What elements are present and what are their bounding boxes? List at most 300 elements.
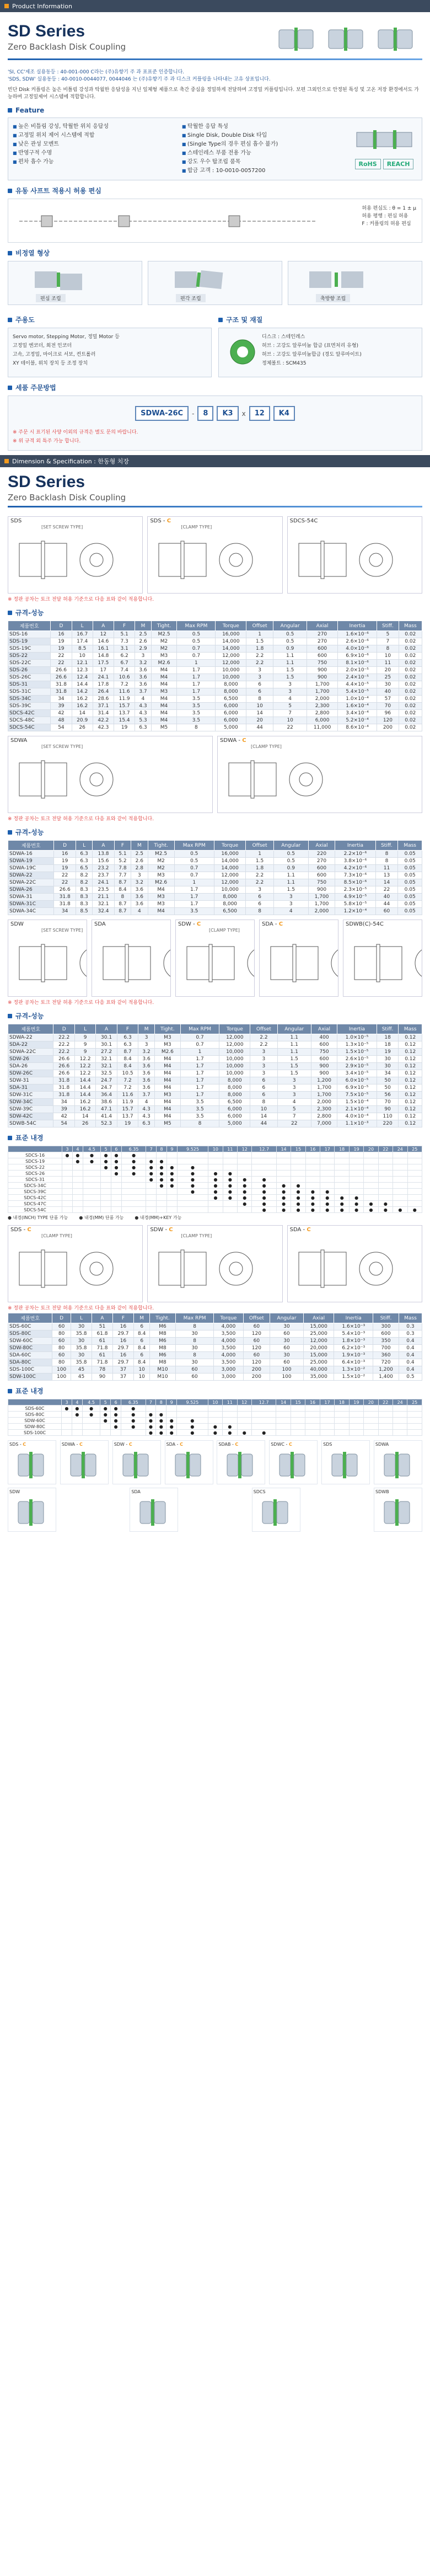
spec-table-4 xyxy=(8,1313,422,1381)
intro-line-2: 'SDS, SDW' 실용동등 : 40-0010-0044077, 0044046 는 (주)유향기 주 과 디스크 커플링을 나타내는 고유 상표입니다. xyxy=(8,77,271,82)
table-cell: 7.5×10⁻⁵ xyxy=(337,1092,377,1099)
feature-item: ■ 고정밀 위치 제어 시스템에 적합 xyxy=(13,131,109,140)
product-photo xyxy=(60,1440,109,1484)
table-cell: 6.3 xyxy=(135,724,152,731)
legend-item: ● 내경(INCH) TYPE 단품 가능 xyxy=(8,1215,68,1220)
matrix-cell xyxy=(223,1424,237,1430)
table-cell: 8,000 xyxy=(219,1077,250,1084)
table-cell: 750 xyxy=(307,660,338,667)
table-cell: 0.5 xyxy=(273,851,308,858)
table-cell: 30.1 xyxy=(96,1034,117,1041)
matrix-cell xyxy=(291,1430,305,1436)
matrix-cell xyxy=(156,1412,166,1418)
table-cell: 1,700 xyxy=(311,1092,337,1099)
table-cell: 0.7 xyxy=(180,1034,219,1041)
table-header: 제품번호 xyxy=(8,841,54,851)
legend-item: ● 내경(MM) 단품 가능 xyxy=(79,1215,124,1220)
table-cell: 3 xyxy=(273,688,307,696)
table-cell: 35.8 xyxy=(71,1330,92,1338)
table-cell: 30 xyxy=(71,1338,92,1345)
table-cell: 120 xyxy=(243,1330,270,1338)
table-cell: 1.5 xyxy=(277,1056,311,1063)
drawing-label: SDCS-54C xyxy=(289,518,318,524)
table-cell: 0.05 xyxy=(398,865,422,872)
matrix-row xyxy=(8,1183,422,1189)
matrix-cell xyxy=(276,1405,291,1412)
table-header: Stiff. xyxy=(375,841,398,851)
table-cell: 6 xyxy=(250,1077,277,1084)
table-cell: 8.7 xyxy=(117,1049,138,1056)
table-cell: 1.7 xyxy=(180,1070,219,1077)
matrix-cell xyxy=(291,1424,305,1430)
matrix-cell xyxy=(238,1177,252,1183)
matrix-cell xyxy=(223,1405,237,1412)
shape-label: 편각 조립 xyxy=(176,294,206,302)
table-cell: 6.2 xyxy=(114,653,135,660)
features-heading: Feature xyxy=(8,106,422,114)
table-row xyxy=(8,1373,422,1381)
table-cell: 1.5×10⁻⁴ xyxy=(337,1099,377,1106)
matrix-cell xyxy=(223,1171,237,1177)
table-cell: 100 xyxy=(52,1373,71,1381)
table-row xyxy=(8,894,422,901)
matrix-cell xyxy=(251,1418,276,1424)
bore-size: 8 xyxy=(156,1399,166,1405)
model-cell: SDWA-22C xyxy=(8,1049,53,1056)
table-cell: M2 xyxy=(151,638,177,645)
matrix-cell xyxy=(364,1405,378,1412)
model-cell: SDCS-16 xyxy=(8,1152,62,1158)
table-cell: 8,000 xyxy=(214,894,245,901)
matrix-cell xyxy=(252,1158,276,1164)
table-row xyxy=(8,1070,422,1077)
table-cell: 45 xyxy=(71,1373,92,1381)
spec-block-2: SDWA [SET SCREW TYPE] SDWA - C [CLAMP TYPE] ※ 정판 공차는 토크 전달 허용 기준으로 다음 표와 같이 적용합니다. 규격-성능 제품번호 D L A F M Tight. Max RPM Torque Offset Angular Axial Inertia Stiff. Mass SDWA-16 16 6.3 13.8 5.1 2.5 M2.5 0.5 16,000 1 0.5 220 2.2×10⁻⁶ 8 0.05 SDWA-19 19 6.3 15.6 5.2 2.6 M2 0.5 14,000 1.5 0.5 270 3.8×10⁻⁶ 8 0.05 SDWA-19C 19 6.5 23.2 7.8 2.8 M2 0.7 14,000 1.8 0.9 600 4.2×10⁻⁶ 11 0.05 SDWA-22 22 8.2 23.7 7.7 3 M3 0.7 12,000 2.2 1.1 600 7.3×10⁻⁶ 13 0.05 SDWA-22C 22 8.2 24.1 8.7 3.2 M2.6 1 12,000 2.2 1.1 750 8.5×10⁻⁶ 14 0.05 SDWA-26 26.6 8.3 23.5 8.4 3.6 M4 1.7 10,000 3 1.5 900 2.3×10⁻⁵ 22 0.05 SDWA-31 31.8 8.3 21.1 8 3.6 M3 1.7 8,000 6 3 1,700 4.9×10⁻⁵ 40 0.05 SDWA-31C 31.8 8.3 32.1 8.7 3.6 M3 1.7 8,000 6 3 1,700 5.8×10⁻⁵ 44 0.05 SDWA-34C 34 8.5 32.4 8.7 4 M4 3.5 6,500 8 4 2,000 1.2×10⁻⁴ 60 0.05 xyxy=(8,736,422,915)
table-cell: 8 xyxy=(246,908,273,915)
matrix-cell xyxy=(208,1418,222,1424)
drawing-card xyxy=(287,516,422,594)
product-photo xyxy=(165,1440,213,1484)
table-cell: 4 xyxy=(273,908,308,915)
table-cell: 0.12 xyxy=(399,1113,422,1120)
product-photo xyxy=(374,1488,422,1532)
matrix-cell xyxy=(166,1207,177,1213)
table-row xyxy=(8,1352,422,1359)
model-cell: SDS-16 xyxy=(8,631,51,638)
table-cell: 90 xyxy=(377,1106,399,1113)
drawing-card xyxy=(287,1225,422,1302)
series-subtitle: Zero Backlash Disk Coupling xyxy=(8,493,126,503)
table-row xyxy=(8,1120,422,1127)
matrix-cell xyxy=(111,1412,121,1418)
table-cell: 2.3×10⁻⁵ xyxy=(335,886,375,894)
table-cell: 35.8 xyxy=(71,1359,92,1366)
table-cell: M4 xyxy=(154,1084,180,1092)
drawing-label: SDWA xyxy=(10,737,28,744)
technical-drawing xyxy=(8,532,142,593)
matrix-cell xyxy=(100,1412,111,1418)
table-cell: 0.5 xyxy=(174,851,214,858)
table-row xyxy=(8,645,422,653)
table-cell: 22.2 xyxy=(53,1034,74,1041)
table-cell: 0.5 xyxy=(273,858,308,865)
table-row xyxy=(8,858,422,865)
table-cell: 8.4 xyxy=(114,886,131,894)
matrix-cell xyxy=(62,1207,73,1213)
table-cell: 4.0×10⁻⁴ xyxy=(337,1113,377,1120)
table-cell: 16.2 xyxy=(72,703,93,710)
table-cell: 19 xyxy=(117,1120,138,1127)
matrix-cell xyxy=(146,1424,156,1430)
table-cell: 1,400 xyxy=(373,1373,399,1381)
matrix-cell xyxy=(320,1158,335,1164)
matrix-cell xyxy=(111,1183,122,1189)
table-header: Stiff. xyxy=(377,1024,399,1034)
table-cell: M6 xyxy=(150,1352,175,1359)
table-cell: 11.6 xyxy=(117,1092,138,1099)
model-cell: SDW-80C xyxy=(8,1345,52,1352)
matrix-cell xyxy=(407,1430,422,1436)
coupling-photo-icon xyxy=(113,1446,160,1485)
table-cell: 31.8 xyxy=(51,681,72,688)
bore-size: 12.7 xyxy=(251,1399,276,1405)
model-cell: SDS-80C xyxy=(8,1412,62,1418)
technical-drawing xyxy=(8,936,87,996)
table-cell: 1 xyxy=(174,879,214,886)
table-cell: 2.2 xyxy=(246,879,273,886)
matrix-cell xyxy=(166,1183,177,1189)
table-cell: 60 xyxy=(270,1345,304,1352)
coupling-photo-icon xyxy=(130,1494,178,1532)
matrix-cell xyxy=(335,1424,349,1430)
matrix-cell xyxy=(146,1405,156,1412)
table-cell: 52.3 xyxy=(96,1120,117,1127)
spec-block-3: SDW [SET SCREW TYPE] SDA SDW - C [CLAMP TYPE] SDA - C SDWB(C)-54C ※ 정판 공차는 토크 전달 허용 기준으로 다음 표와 같이 적용합니다. 규격-성능 제품번호 D L A F M Tight. Max RPM Torque Offset Angular Axial Inertia Stiff. Mass SDWA-22 22.2 9 30.1 6.3 3 M3 0.7 12,000 2.2 1.1 400 1.0×10⁻⁵ 18 0.12 SDA-22 22.2 9 30.1 6.3 3 M3 0.7 12,000 2.2 1.1 600 1.3×10⁻⁵ 18 0.12 SDWA-22C 22.2 9 27.2 8.7 3.2 M2.6 1 10,000 3 1.1 750 1.5×10⁻⁵ 19 0.12 SDW-26 26.6 12.2 32.1 8.4 3.6 M4 1.7 10,000 3 1.5 600 2.6×10⁻⁵ 30 0.12 SDA-26 26.6 12.2 32.1 8.4 3.6 M4 1.7 10,000 3 1.5 900 2.9×10⁻⁵ 30 0.12 SDW-26C 26.6 12.2 32.5 10.5 3.6 M4 1.7 10,000 3 1.5 900 3.4×10⁻⁵ 34 0.12 SDW-31 31.8 14.4 24.7 7.2 3.6 M4 1.7 8,000 6 3 1,200 6.0×10⁻⁵ 50 0.12 SDA-31 31.8 14.4 24.7 7.2 3.6 M4 1.7 8,000 6 3 1,700 6.9×10⁻⁵ 50 0.12 SDW-31C 31.8 14.4 36.4 11.6 3.7 M3 1.7 8,000 6 3 1,700 7.5×10⁻⁵ 56 0.12 SDW-34C 34 16.2 38.6 11.9 4 M4 3.5 6,500 8 4 2,000 1.5×10⁻⁴ 70 0.12 SDW-39C 39 16.2 47.1 15.7 4.3 M4 3.5 6,000 10 5 2,300 2.1×10⁻⁴ 90 0.12 SDW-42C 42 14 41.4 13.7 4.3 M4 3.5 6,000 14 7 2,800 4.0×10⁻⁴ 110 0.12 SDWB-54C 54 26 52.3 19 6.3 M5 8 5,000 44 22 7,000 1.1×10⁻³ 220 0.12 xyxy=(8,920,422,1127)
table-cell: 0.12 xyxy=(399,1049,422,1056)
matrix-cell xyxy=(177,1183,208,1189)
table-cell: 34 xyxy=(51,696,72,703)
table-cell: 600 xyxy=(307,645,338,653)
intro-body: 빈단 Disk 커플링은 높은 비틀림 강성과 탁월한 응답성을 지닌 일체형 제품으로 축간 중심을 정밀하게 전달하며 고정밀 커플링입니다. 보편 그외인으로 안정된 특성 및 고온 저장 환경에서도 가능하며 고정밀제어 시스템에 적합합니다. xyxy=(8,87,419,100)
table-cell: 60 xyxy=(52,1338,71,1345)
matrix-row xyxy=(8,1412,422,1418)
table-header: 제품번호 xyxy=(8,621,51,631)
table-cell: 4 xyxy=(135,696,152,703)
title-rule xyxy=(8,506,422,507)
table-cell: 0.4 xyxy=(399,1338,422,1345)
matrix-cell xyxy=(349,1183,363,1189)
table-cell: 10 xyxy=(250,1106,277,1113)
model-cell: SDCS-54C xyxy=(8,724,51,731)
matrix-cell xyxy=(291,1195,305,1201)
photo-suffix: C xyxy=(288,1442,292,1447)
table-cell: 3.2 xyxy=(131,879,148,886)
table-cell: 3 xyxy=(250,1070,277,1077)
coupling-photo-icon xyxy=(8,1494,56,1532)
table-cell: 900 xyxy=(311,1063,337,1070)
table-note: ※ 정판 공차는 토크 전달 허용 기준으로 다음 표와 같이 적용합니다. xyxy=(8,1000,154,1006)
matrix-row xyxy=(8,1171,422,1177)
table-cell: 5 xyxy=(273,703,307,710)
matrix-cell xyxy=(72,1195,83,1201)
spec-block-4 xyxy=(8,1225,422,1381)
series-subtitle: Zero Backlash Disk Coupling xyxy=(8,42,126,52)
matrix-cell xyxy=(335,1430,349,1436)
table-cell: 47.1 xyxy=(96,1106,117,1113)
table-row xyxy=(8,872,422,879)
matrix-cell xyxy=(223,1189,237,1195)
matrix-cell xyxy=(378,1430,393,1436)
table-header: M xyxy=(135,621,152,631)
photo-label: SDW xyxy=(9,1489,20,1494)
table-cell: 3 xyxy=(250,1063,277,1070)
matrix-cell xyxy=(349,1164,363,1171)
table-cell: 40 xyxy=(375,894,398,901)
intro-line-1: 'SI, CC'제조 실용동등 : 40-001-000 C라는 (주)유향기 주 과 표표준 인증합니다. xyxy=(8,70,185,75)
drawing-label: SDA xyxy=(94,921,106,927)
hero-2 xyxy=(0,467,430,512)
matrix-row xyxy=(8,1195,422,1201)
table-cell: 60 xyxy=(375,908,398,915)
table-cell: 35,000 xyxy=(303,1373,334,1381)
matrix-cell xyxy=(121,1152,146,1158)
table-cell: 13.8 xyxy=(93,851,114,858)
matrix-cell xyxy=(146,1152,157,1158)
matrix-cell xyxy=(166,1201,177,1207)
matrix-cell xyxy=(166,1195,177,1201)
table-row xyxy=(8,674,422,681)
table-cell: 13.7 xyxy=(114,710,135,717)
table-cell: 39 xyxy=(53,1106,74,1113)
matrix-cell xyxy=(62,1171,73,1177)
model-cell: SDW-60C xyxy=(8,1338,52,1345)
table-cell: 23.7 xyxy=(93,872,114,879)
table-cell: 32.1 xyxy=(96,1063,117,1070)
matrix-cell xyxy=(223,1195,237,1201)
table-cell: 9 xyxy=(74,1041,95,1049)
table-cell: 8.7 xyxy=(114,879,131,886)
matrix-cell xyxy=(62,1418,72,1424)
table-cell: 3 xyxy=(277,1077,311,1084)
reach-badge: REACH xyxy=(383,159,414,169)
matrix-cell xyxy=(364,1164,378,1171)
matrix-cell xyxy=(276,1195,291,1201)
drawing-suffix: C xyxy=(166,518,171,524)
matrix-cell xyxy=(101,1158,111,1164)
table-header: L xyxy=(74,1024,95,1034)
table-cell: M3 xyxy=(148,901,174,908)
table-cell: 3.5 xyxy=(180,1099,219,1106)
table-cell: 14 xyxy=(250,1113,277,1120)
table-cell: 0.7 xyxy=(174,865,214,872)
table-cell: 10 xyxy=(72,653,93,660)
table-cell: M4 xyxy=(151,667,177,674)
table-cell: M8 xyxy=(150,1330,175,1338)
table-cell: 3,500 xyxy=(214,1345,243,1352)
drawing-label: SDW - C xyxy=(178,921,201,927)
table-cell: M4 xyxy=(154,1077,180,1084)
table-cell: 15,000 xyxy=(303,1323,334,1330)
table-cell: M4 xyxy=(151,717,177,724)
matrix-cell xyxy=(349,1412,363,1418)
bore-size: 25 xyxy=(407,1399,422,1405)
table-cell: 5.3 xyxy=(135,717,152,724)
bore-size: 14 xyxy=(276,1146,291,1152)
title-rule xyxy=(8,58,422,60)
matrix-cell xyxy=(349,1418,363,1424)
table-row xyxy=(8,886,422,894)
table-cell: 12,000 xyxy=(303,1338,334,1345)
matrix-cell xyxy=(177,1158,208,1164)
table-cell: 6 xyxy=(250,1092,277,1099)
table-cell: 31.8 xyxy=(54,901,76,908)
matrix-row xyxy=(8,1424,422,1430)
table-cell: 8 xyxy=(175,1352,214,1359)
table-cell: 1.5 xyxy=(273,886,308,894)
product-photo xyxy=(374,1440,422,1484)
product-info-bar xyxy=(0,0,430,12)
model-cell: SDW-26 xyxy=(8,1056,53,1063)
table-cell: 1,200 xyxy=(311,1077,337,1084)
matrix-cell xyxy=(291,1164,305,1171)
table-cell: 1.7 xyxy=(174,901,214,908)
table-cell: 20.9 xyxy=(72,717,93,724)
matrix-row xyxy=(8,1418,422,1424)
model-cell: SDA-31 xyxy=(8,1084,53,1092)
model-cell: SDCS-48C xyxy=(8,717,51,724)
model-cell: SDW-42C xyxy=(8,1113,53,1120)
table-cell: 6 xyxy=(246,681,273,688)
matrix-cell xyxy=(111,1164,122,1171)
matrix-cell xyxy=(276,1183,291,1189)
table-cell: 16 xyxy=(113,1338,134,1345)
matrix-cell xyxy=(72,1189,83,1195)
matrix-cell xyxy=(407,1405,422,1412)
table-header: Inertia xyxy=(337,1024,377,1034)
table-cell: 30 xyxy=(175,1359,214,1366)
model-cell: SDCS-54C xyxy=(8,1207,62,1213)
table-cell: 1.7 xyxy=(177,674,216,681)
table-cell: 4.3 xyxy=(135,710,152,717)
model-cell: SDCS-31 xyxy=(8,1177,62,1183)
table-cell: 37 xyxy=(113,1373,134,1381)
table-cell: 12.1 xyxy=(72,660,93,667)
bore-size: 24 xyxy=(393,1146,407,1152)
table-cell: 0.9 xyxy=(273,645,307,653)
bore-size: 9 xyxy=(166,1399,177,1405)
table-cell: M6 xyxy=(150,1323,175,1330)
table-cell: 26.6 xyxy=(51,667,72,674)
table-cell: 1 xyxy=(246,631,273,638)
bore-size: 4.5 xyxy=(83,1146,100,1152)
table-cell: 26.6 xyxy=(51,674,72,681)
table-cell: 31.8 xyxy=(53,1084,74,1092)
matrix-cell xyxy=(100,1405,111,1412)
table-cell: 6.3 xyxy=(76,858,92,865)
table-cell: 35.8 xyxy=(71,1345,92,1352)
bore-size: 25 xyxy=(407,1146,422,1152)
table-cell: 5.1 xyxy=(114,631,135,638)
matrix-cell xyxy=(111,1177,122,1183)
table-cell: 12.2 xyxy=(74,1056,95,1063)
table-cell: 8.6×10⁻⁴ xyxy=(337,724,377,731)
matrix-cell xyxy=(335,1207,349,1213)
table-cell: 600 xyxy=(373,1330,399,1338)
matrix-cell xyxy=(62,1405,72,1412)
drawing-type: [CLAMP TYPE] xyxy=(181,1233,212,1238)
coupling-photo-icon xyxy=(165,1446,213,1485)
drawing-card xyxy=(217,736,422,813)
bore-size: 15 xyxy=(291,1146,305,1152)
matrix-cell xyxy=(349,1177,363,1183)
model-cell: SDW-31 xyxy=(8,1077,53,1084)
matrix-cell xyxy=(223,1152,237,1158)
bore-size: 6.35 xyxy=(121,1399,146,1405)
drawing-label: SDWA - C xyxy=(220,737,246,744)
matrix-cell xyxy=(393,1405,407,1412)
features-section xyxy=(8,106,422,180)
table-cell: 7.2 xyxy=(114,681,135,688)
table-cell: 15.4 xyxy=(114,717,135,724)
table-cell: 1.1×10⁻³ xyxy=(337,1120,377,1127)
matrix-cell xyxy=(208,1171,223,1177)
table-cell: 1.7 xyxy=(180,1063,219,1070)
matrix-cell xyxy=(320,1201,335,1207)
table-cell: 8 xyxy=(175,1338,214,1345)
dimension-label: Dimension & Specification : 한동형 치장 xyxy=(12,458,129,465)
matrix-cell xyxy=(320,1164,335,1171)
matrix-cell xyxy=(393,1171,407,1177)
table-cell: 360 xyxy=(373,1352,399,1359)
table-cell: 4.0×10⁻⁶ xyxy=(337,645,377,653)
matrix-cell xyxy=(101,1164,111,1171)
matrix-cell xyxy=(208,1412,222,1418)
matrix-cell xyxy=(72,1183,83,1189)
table-cell: 6,000 xyxy=(216,710,246,717)
bore-matrix-2 xyxy=(8,1399,422,1436)
product-photo xyxy=(252,1488,300,1532)
table-cell: 7,000 xyxy=(311,1120,337,1127)
table-cell: M2.5 xyxy=(151,631,177,638)
table-cell: 14 xyxy=(72,710,93,717)
matrix-cell xyxy=(208,1201,223,1207)
table-cell: 120 xyxy=(243,1345,270,1352)
table-cell: 12,000 xyxy=(219,1034,250,1041)
table-cell: 0.4 xyxy=(399,1359,422,1366)
matrix-cell xyxy=(291,1177,305,1183)
matrix-cell xyxy=(276,1424,291,1430)
table-cell: 6,500 xyxy=(216,696,246,703)
model-cell: SDCS-26 xyxy=(8,1171,62,1177)
table-cell: 42 xyxy=(53,1113,74,1120)
table-row xyxy=(8,1099,422,1106)
matrix-cell xyxy=(238,1207,252,1213)
matrix-cell xyxy=(378,1189,393,1195)
table-cell: 8 xyxy=(177,724,216,731)
matrix-cell xyxy=(238,1164,252,1171)
table-cell: 0.12 xyxy=(399,1099,422,1106)
matrix-cell xyxy=(223,1430,237,1436)
table-cell: 19 xyxy=(51,638,72,645)
model-cell: SDS-100C xyxy=(8,1430,62,1436)
matrix-cell xyxy=(335,1418,349,1424)
matrix-cell xyxy=(177,1430,208,1436)
table-cell: 120 xyxy=(377,717,399,724)
photo-label: SDA - C xyxy=(166,1442,183,1447)
table-cell: 30 xyxy=(377,681,399,688)
order-box: SDWA-26C - 8 K3 x 12 K4 ※ 주문 시 표기된 사양 이외의 규격은 별도 문의 바랍니다. ※ 위 규격 외 특주 가능 합니다. xyxy=(8,396,422,451)
feature-item: ■ 강도 우수 탑조립 품목 xyxy=(182,158,278,167)
